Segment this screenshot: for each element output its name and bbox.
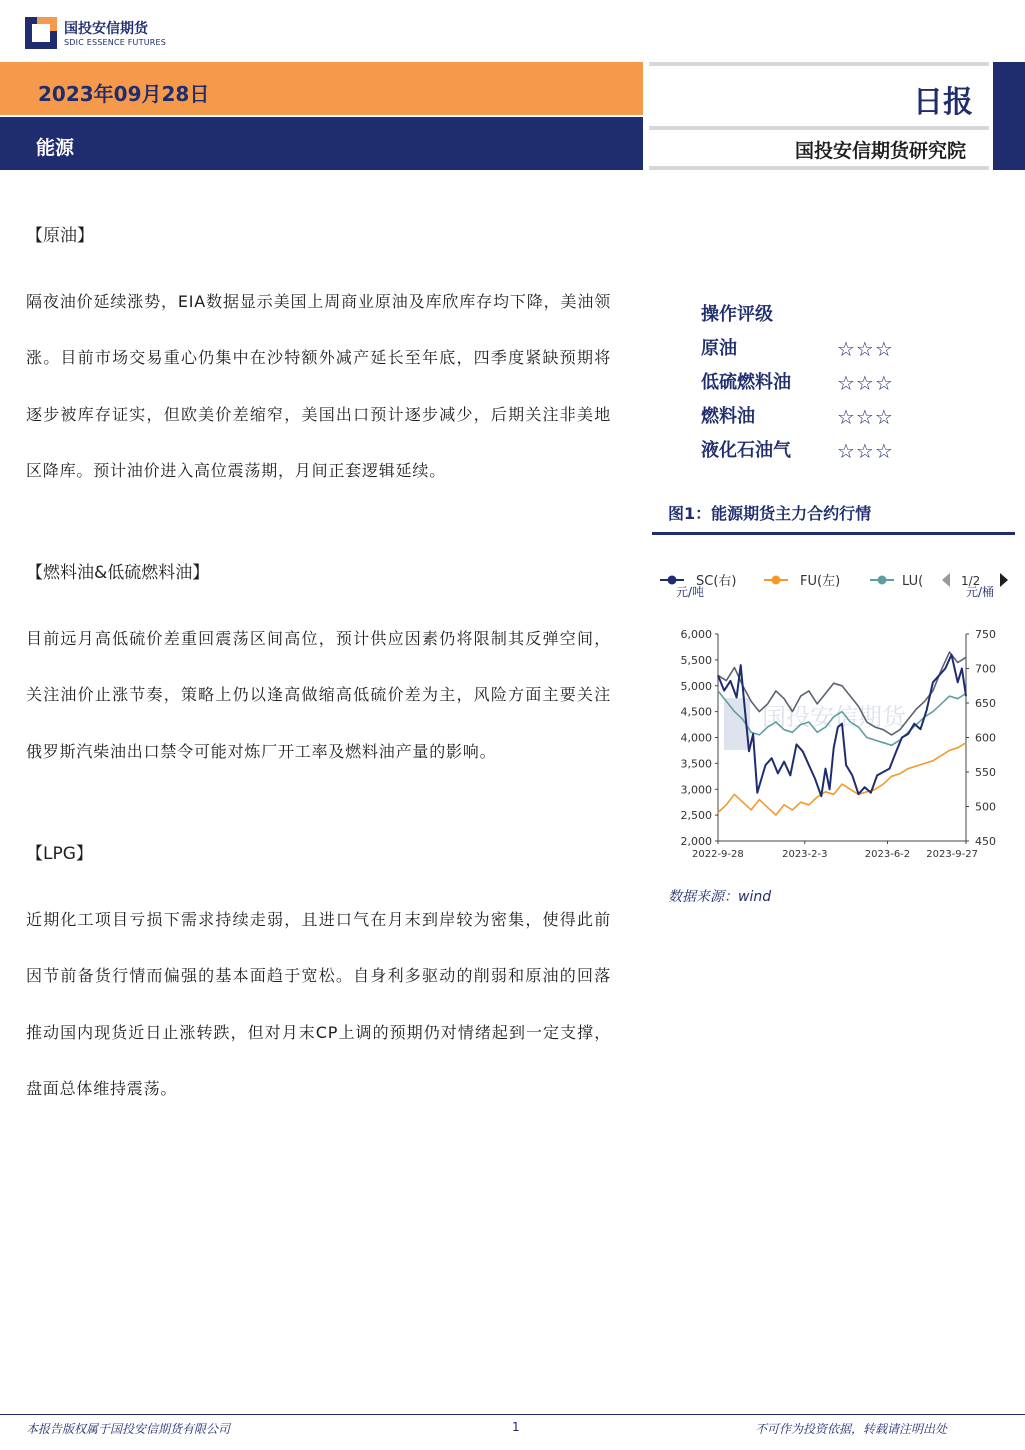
right-tick-label: 450 [975,835,996,848]
left-tick-label: 3,000 [680,783,712,797]
figure-title-rule [652,532,1015,535]
rating-name: 燃料油 [701,406,755,427]
page-number: 1 [512,1420,520,1434]
figure-title: 图1：能源期货主力合约行情 [668,504,872,523]
legend-label-fu: FU(左) [800,574,841,589]
left-tick-label: 4,000 [680,731,712,745]
footer-disclaimer: 不可作为投资依据，转载请注明出处 [755,1422,948,1436]
sector-banner [0,117,643,170]
rating-name: 原油 [701,338,737,359]
legend-marker-fu [772,576,781,585]
left-tick-label: 5,500 [680,653,712,667]
right-tick-label: 500 [975,800,996,814]
rating-panel [701,300,894,470]
right-tick-label: 700 [975,662,996,676]
rating-name: 低硫燃料油 [701,372,791,393]
legend-label-lu: LU( [902,574,924,589]
right-tick-label: 650 [975,697,996,710]
legend-page-indicator: 1/2 [961,574,981,588]
section-title-fuel-oil: 【燃料油&低硫燃料油】 [26,563,210,584]
left-tick-label: 2,500 [680,809,712,823]
section-text-lpg: 近期化工项目亏损下需求持续走弱，且进口气在月末到岸较为密集，使得此前因节前备货行情而偏强的基本面趋于宽松。自身利多驱动的削弱和原油的回落推动国内现货近日止涨转跌，但对月末CP上调的预期仍对情绪起到一定支撑，盘面总体维持震荡。 [26,910,611,1098]
right-axis-unit: 元/桶 [966,585,995,599]
energy-futures-chart [652,560,1015,870]
report-date: 2023年09月28日 [38,82,210,106]
rating-title: 操作评级 [701,304,773,325]
star-rating-icon: ☆☆☆ [837,371,894,395]
x-tick-label: 2023-9-27 [926,849,978,860]
report-sector: 能源 [36,137,75,159]
rating-row [701,436,894,470]
right-tick-label: 550 [975,766,996,779]
x-tick-label: 2023-2-3 [782,849,828,860]
header-divider [649,126,989,130]
left-tick-label: 5,000 [680,679,712,693]
star-rating-icon: ☆☆☆ [837,337,894,361]
section-title-crude: 【原油】 [26,226,94,246]
report-type: 日报 [913,85,973,120]
section-text-fuel-oil: 目前远月高低硫价差重回震荡区间高位，预计供应因素仍将限制其反弹空间，关注油价止涨节奏，策略上仍以逢高做缩高低硫价差为主，风险方面主要关注俄罗斯汽柴油出口禁令可能对炼厂开工率及燃料油产量的影响。 [26,629,611,761]
data-source: 数据来源：wind [668,889,772,905]
logo-company-name-en: SDIC ESSENCE FUTURES [64,38,167,47]
x-tick-label: 2022-9-28 [692,849,744,860]
left-tick-label: 6,000 [680,628,712,641]
rating-name: 液化石油气 [701,440,791,461]
left-axis-unit: 元/吨 [676,585,705,599]
rating-row [701,334,894,368]
legend-prev-icon[interactable] [942,573,950,587]
company-logo-icon [25,17,57,49]
rating-row [701,368,894,402]
left-tick-label: 2,000 [680,835,712,848]
rating-row [701,402,894,436]
legend-marker-lu [878,576,887,585]
legend-next-icon[interactable] [1000,573,1008,587]
header-divider [649,62,989,66]
footer-rule [0,1414,1025,1415]
institute-name: 国投安信期货研究院 [795,140,967,162]
section-title-lpg: 【LPG】 [26,844,93,865]
series-line-0 [718,655,966,797]
x-tick-label: 2023-6-2 [864,849,911,860]
logo-company-name: 国投安信期货 [64,21,148,37]
header-divider [649,166,989,170]
chart-legend [660,573,1008,589]
legend-label-sc: SC(右) [696,574,737,589]
left-tick-label: 3,500 [680,757,712,771]
header-accent-block [993,62,1025,170]
section-text-crude: 隔夜油价延续涨势，EIA数据显示美国上周商业原油及库欣库存均下降，美油领涨。目前市场交易重心仍集中在沙特额外减产延长至年底，四季度紧缺预期将逐步被库存证实，但欧美价差缩窄，美国出口预计逐步减少，后期关注非美地区降库。预计油价进入高位震荡期，月间正套逻辑延续。 [26,292,611,480]
chart-watermark: 国投安信期货 [762,703,906,731]
star-rating-icon: ☆☆☆ [837,439,894,463]
footer-copyright: 本报告版权属于国投安信期货有限公司 [26,1422,231,1436]
left-tick-label: 4,500 [680,705,712,719]
right-tick-label: 750 [975,628,996,641]
legend-marker-sc [668,576,677,585]
article-body [26,218,611,1117]
right-tick-label: 600 [975,731,996,745]
star-rating-icon: ☆☆☆ [837,405,894,429]
